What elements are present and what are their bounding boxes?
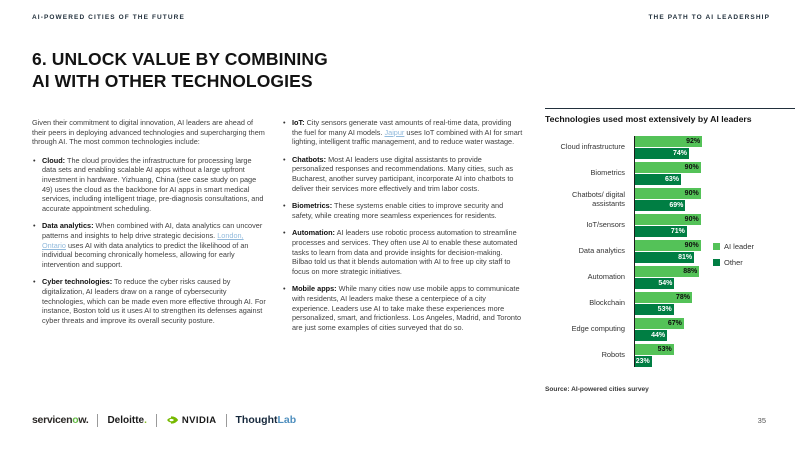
chart-top-rule bbox=[545, 108, 795, 109]
bullet-label: IoT: bbox=[292, 118, 305, 127]
chart-row-2 bbox=[545, 188, 795, 211]
logo-text: Lab bbox=[277, 414, 297, 426]
logo-text: Thought bbox=[235, 414, 278, 426]
bar-ai-leader bbox=[635, 318, 684, 329]
bar-pair bbox=[635, 344, 708, 367]
category-label: Blockchain bbox=[589, 298, 625, 308]
bar-pair bbox=[635, 188, 708, 211]
legend-label: AI leader bbox=[724, 242, 755, 251]
bar-ai-leader bbox=[635, 136, 702, 147]
bar-other bbox=[635, 304, 674, 315]
chart-rows bbox=[545, 136, 795, 370]
chart-row-3 bbox=[545, 214, 795, 237]
bullet-col1-1: • Data analytics: When combined with AI, data analytics can uncover patterns and insights to help drive strategic decisions. London, Ontario uses AI with data analytics to predict the likelihood of an individual becoming chronically homeless, allowing for early intervention and support. bbox=[32, 221, 266, 269]
bar-other bbox=[635, 200, 685, 211]
category-label: Robots bbox=[601, 350, 625, 360]
chart-legend bbox=[713, 242, 754, 274]
bar-ai-leader bbox=[635, 188, 701, 199]
bar-ai-leader bbox=[635, 162, 701, 173]
bullet-col2-2: • Biometrics: These systems enable cities to improve security and safety, while creating more seamless experiences for residents. bbox=[282, 201, 523, 220]
category-label: Data analytics bbox=[578, 246, 625, 256]
bar-other bbox=[635, 356, 652, 367]
thoughtlab-logo bbox=[236, 414, 297, 426]
bullet-label: Biometrics: bbox=[292, 201, 333, 211]
chart-row-5 bbox=[545, 266, 795, 289]
category-label: Biometrics bbox=[590, 168, 625, 178]
bar-pair bbox=[635, 162, 708, 185]
text-column-2 bbox=[282, 118, 523, 340]
bar-value-label: 23% bbox=[635, 358, 650, 365]
bullet-label: Cyber technologies: bbox=[42, 277, 113, 287]
bar-chart bbox=[545, 108, 795, 410]
page-title-line1: 6. UNLOCK VALUE BY COMBINING bbox=[32, 49, 328, 69]
bar-value-label: 63% bbox=[664, 176, 679, 183]
bar-value-label: 92% bbox=[686, 138, 701, 145]
bar-pair bbox=[635, 136, 708, 159]
legend-item-ai-leader bbox=[713, 242, 754, 251]
bar-value-label: 90% bbox=[684, 216, 699, 223]
deloitte-logo bbox=[107, 415, 146, 426]
bar-value-label: 81% bbox=[678, 254, 693, 261]
bullet-col2-1: • Chatbots: Most AI leaders use digital assistants to provide personalized responses and recommendations. Many cities, such as Bucharest, another survey participant, incorporate AI into chatbots to deliver their services more effectively and trim labor costs. bbox=[282, 155, 523, 193]
bar-other bbox=[635, 174, 681, 185]
logo-separator bbox=[226, 414, 227, 427]
header-right-label: THE PATH TO AI LEADERSHIP bbox=[648, 14, 770, 21]
bullet-col2-4: • Mobile apps: While many cities now use mobile apps to communicate with residents, AI leaders make these a centerpiece of a city experience. Leaders use AI to take make these experiences more personalized, smart, and frictionless. Los Angeles, Madrid, and Toronto are just some examples of cities surveyed that do so. bbox=[282, 284, 523, 332]
chart-source: Source: AI-powered cities survey bbox=[545, 386, 649, 393]
category-label: IoT/sensors bbox=[586, 220, 625, 230]
bar-other bbox=[635, 148, 689, 159]
logo-text: w. bbox=[78, 414, 89, 426]
bar-value-label: 90% bbox=[684, 190, 699, 197]
bar-ai-leader bbox=[635, 292, 692, 303]
bar-pair bbox=[635, 318, 708, 341]
logo-text: o bbox=[72, 414, 79, 426]
chart-row-0 bbox=[545, 136, 795, 159]
logo-separator bbox=[97, 414, 98, 427]
chart-title: Technologies used most extensively by AI leaders bbox=[545, 114, 752, 124]
bar-other bbox=[635, 278, 674, 289]
category-label: Automation bbox=[587, 272, 625, 282]
logo-text: NVIDIA bbox=[181, 414, 217, 426]
bar-other bbox=[635, 330, 667, 341]
category-label: Cloud infrastructure bbox=[560, 142, 625, 152]
bullet-col2-3: • Automation: AI leaders use robotic process automation to streamline processes and services. They often use AI to enable these automated tasks to learn from data and provide insights for decision-making. Bilbao told us that it blends automation with AI to free up city staff to focus on more strategic initiatives. bbox=[282, 228, 523, 276]
bar-value-label: 74% bbox=[673, 150, 688, 157]
page-title-line2: AI WITH OTHER TECHNOLOGIES bbox=[32, 70, 313, 91]
text-column-1 bbox=[32, 118, 266, 333]
footer-logo-bar bbox=[32, 411, 296, 429]
chart-row-1 bbox=[545, 162, 795, 185]
bullet-label: Mobile apps: bbox=[292, 284, 337, 294]
bullet-label: Data analytics: bbox=[42, 221, 94, 231]
bar-value-label: 90% bbox=[684, 242, 699, 249]
bar-value-label: 78% bbox=[675, 294, 690, 301]
bar-other bbox=[635, 252, 694, 263]
bullet-col2-0: • IoT: City sensors generate vast amounts of real-time data, providing the fuel for many AI models. Jaipur uses IoT combined with AI for smart lighting, intelligent traffic management, and to reduce water wastage. bbox=[282, 118, 523, 147]
bullet-label: Automation: bbox=[292, 228, 335, 238]
bar-value-label: 90% bbox=[684, 164, 699, 171]
bar-pair bbox=[635, 214, 708, 237]
bullet-col1-2: • Cyber technologies: To reduce the cyber risks caused by digitalization, AI leaders draw on a range of cybersecurity technologies, which can be made even more effective through AI. For instance, Boston told us it uses AI to strengthen its defenses against cyber threats and improve its overall security posture. bbox=[32, 277, 266, 325]
legend-item-other bbox=[713, 258, 754, 267]
category-label: Edge computing bbox=[571, 324, 625, 334]
bar-value-label: 69% bbox=[669, 202, 684, 209]
bar-ai-leader bbox=[635, 214, 701, 225]
bar-value-label: 53% bbox=[657, 306, 672, 313]
bullet-label: Chatbots: bbox=[292, 154, 327, 164]
bar-pair bbox=[635, 266, 708, 289]
logo-text: Deloitte bbox=[107, 414, 145, 426]
logo-text: servicen bbox=[32, 414, 73, 426]
bar-value-label: 71% bbox=[670, 228, 685, 235]
bar-value-label: 53% bbox=[657, 346, 672, 353]
category-label: Chatbots/ digital assistants bbox=[572, 190, 625, 208]
bar-value-label: 44% bbox=[651, 332, 666, 339]
legend-label: Other bbox=[724, 258, 743, 267]
chart-row-4 bbox=[545, 240, 795, 263]
bar-value-label: 88% bbox=[683, 268, 698, 275]
chart-row-7 bbox=[545, 318, 795, 341]
bar-ai-leader bbox=[635, 266, 699, 277]
nvidia-eye-icon bbox=[166, 415, 179, 425]
nvidia-logo bbox=[166, 415, 217, 426]
page-title bbox=[32, 49, 328, 92]
bar-pair bbox=[635, 240, 708, 263]
bar-pair bbox=[635, 292, 708, 315]
link-london-ontario[interactable]: London, Ontario bbox=[42, 230, 244, 250]
chart-row-6 bbox=[545, 292, 795, 315]
bullet-list-2 bbox=[282, 118, 523, 332]
bullet-col1-0: • Cloud: The cloud provides the infrastructure for processing large data sets and enabling scalable AI apps without a large upfront investment in hardware. Yizhuang, China (see case study on page 49) uses the cloud as the backbone for AI apps in smart medical services, including intelligent triage, pre-diagnosis consultations, and accurate appointment scheduling. bbox=[32, 156, 266, 214]
servicenow-logo bbox=[32, 414, 88, 426]
logo-separator bbox=[156, 414, 157, 427]
bar-ai-leader bbox=[635, 240, 701, 251]
page-number: 35 bbox=[757, 416, 766, 425]
bar-other bbox=[635, 226, 687, 237]
legend-swatch bbox=[713, 259, 720, 266]
header-left-label: AI-POWERED CITIES OF THE FUTURE bbox=[32, 14, 185, 21]
bar-value-label: 54% bbox=[658, 280, 673, 287]
bar-value-label: 67% bbox=[667, 320, 682, 327]
chart-row-8 bbox=[545, 344, 795, 367]
intro-paragraph: Given their commitment to digital innovation, AI leaders are ahead of their peers in deploying advanced technologies and supercharging them through AI. The most common technologies include: bbox=[32, 118, 265, 147]
legend-swatch bbox=[713, 243, 720, 250]
bullet-list-1 bbox=[32, 156, 266, 326]
logo-text: . bbox=[144, 414, 147, 426]
bullet-label: Cloud: bbox=[42, 155, 66, 165]
link-jaipur[interactable]: Jaipur bbox=[384, 127, 405, 137]
bar-ai-leader bbox=[635, 344, 674, 355]
